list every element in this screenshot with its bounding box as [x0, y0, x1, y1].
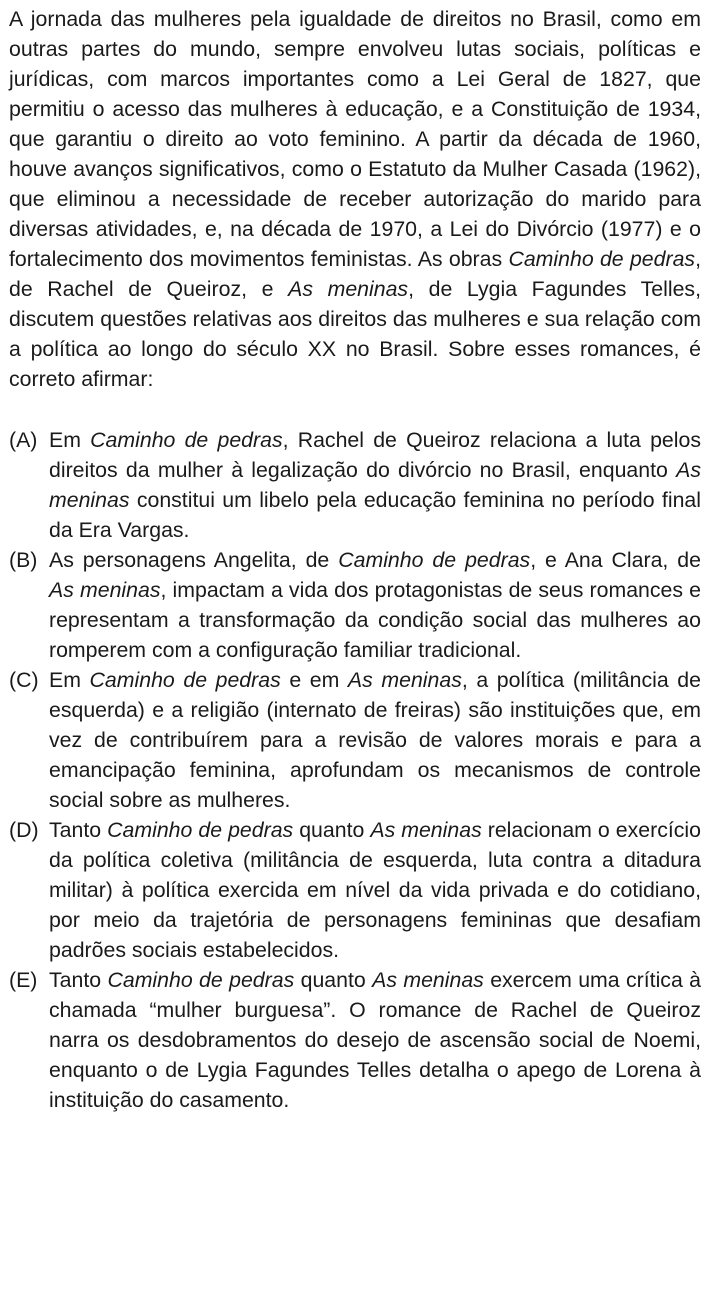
option-text [49, 815, 701, 965]
book-title: Caminho de pedras [89, 668, 281, 692]
option-text-segment: , a política (militância de esquerda) e a religião (internato de freiras) são instituições que, em vez de contribuírem para a revisão de valores morais e para a emancipação feminina, aprofundam os mecanismos de controle social sobre as mulheres. [49, 668, 701, 812]
option-letter: (D) [9, 818, 39, 842]
stem-text: A jornada das mulheres pela igualdade de direitos no Brasil, como em outras partes do mundo, sempre envolveu lutas sociais, políticas e jurídicas, com marcos importantes como a Lei Geral de 1827, que permitiu o acesso das mulheres à educação, e a Constituição de 1934, que garantiu o direito ao voto feminino. A partir da década de 1960, houve avanços significativos, como o Estatuto da Mulher Casada (1962), que eliminou a necessidade de receber autorização do marido para diversas atividades, e, na década de 1970, a Lei do Divórcio (1977) e o fortalecimento dos movimentos feministas. As obras [9, 7, 701, 271]
option-text-segment: exercem uma crítica à chamada “mulher burguesa”. O romance de Rachel de Queiroz narra os desdobramentos do desejo de ascensão social de Noemi, enquanto o de Lygia Fagundes Telles detalha o apego de Lorena à instituição do casamento. [49, 968, 702, 1112]
option-letter: (C) [9, 668, 39, 692]
option-e[interactable] [9, 965, 701, 1115]
option-letter: (E) [9, 968, 38, 992]
option-text-segment: quanto [293, 818, 371, 842]
option-text [49, 545, 701, 665]
option-text-segment: , Rachel de Queiroz relaciona a luta pelos direitos da mulher à legalização do divórcio no Brasil, enquanto [49, 428, 701, 482]
answer-options [9, 425, 701, 1115]
option-text [49, 425, 701, 545]
option-text [49, 665, 701, 815]
option-text-segment: constitui um libelo pela educação feminina no período final da Era Vargas. [49, 488, 701, 542]
book-title: Caminho de pedras [90, 428, 283, 452]
book-title: As meninas [288, 277, 409, 301]
book-title: Caminho de pedras [338, 548, 531, 572]
stem-text: , de Lygia Fagundes Telles, discutem questões relativas aos direitos das mulheres e sua relação com a política ao longo do século XX no Brasil. Sobre esses romances, é correto afirmar: [9, 277, 701, 391]
option-d[interactable] [9, 815, 701, 965]
book-title: As meninas [347, 668, 462, 692]
book-title: As meninas [49, 458, 701, 512]
option-text-segment: , e Ana Clara, de [530, 548, 701, 572]
option-text-segment: e em [280, 668, 348, 692]
option-c[interactable] [9, 665, 701, 815]
option-text-segment: Tanto [49, 818, 108, 842]
option-text-segment: Tanto [49, 968, 108, 992]
option-text-segment: , impactam a vida dos protagonistas de seus romances e representam a transformação da condição social das mulheres ao romperem com a configuração familiar tradicional. [49, 578, 701, 662]
option-text-segment: relacionam o exercício da política coletiva (militância de esquerda, luta contra a ditadura militar) à política exercida em nível da vida privada e do cotidiano, por meio da trajetória de personagens femininas que desafiam padrões sociais estabelecidos. [49, 818, 702, 962]
option-text-segment: Em [49, 428, 91, 452]
book-title: As meninas [370, 818, 482, 842]
option-letter: (B) [9, 548, 38, 572]
option-b[interactable] [9, 545, 701, 665]
option-text [49, 965, 701, 1115]
book-title: As meninas [49, 578, 161, 602]
option-letter: (A) [9, 428, 38, 452]
book-title: Caminho de pedras [107, 818, 294, 842]
book-title: As meninas [372, 968, 484, 992]
option-text-segment: quanto [294, 968, 373, 992]
option-text-segment: As personagens Angelita, de [49, 548, 339, 572]
option-text-segment: Em [49, 668, 90, 692]
stem-text: , de Rachel de Queiroz, e [9, 247, 701, 301]
option-a[interactable] [9, 425, 701, 545]
question-stem [9, 4, 701, 394]
book-title: Caminho de pedras [508, 247, 696, 271]
book-title: Caminho de pedras [107, 968, 295, 992]
